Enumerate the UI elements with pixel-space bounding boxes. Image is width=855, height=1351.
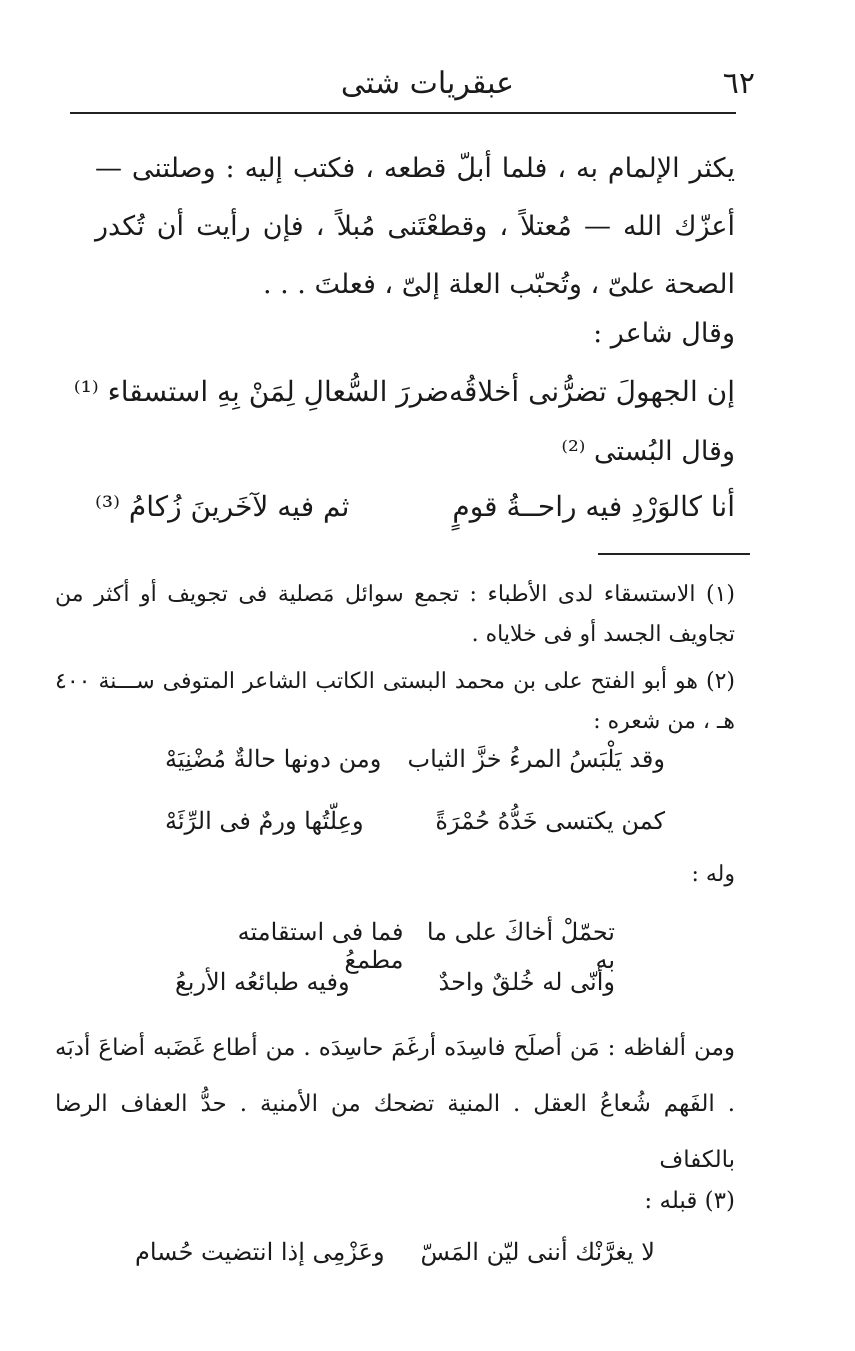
verse-hemistich-first: وأنّى له خُلقٌ واحدٌ [438, 968, 615, 996]
footnote-2: (٢) هو أبو الفتح على بن محمد البستى الكاتب الشاعر المتوفى ســـنة ٤٠٠ هـ ، من شعره : [55, 669, 735, 734]
header-divider [70, 112, 736, 114]
verse-line [73, 375, 735, 408]
verse-line [95, 490, 735, 523]
footnote-verse-line [175, 918, 615, 974]
footnote-verse-line [165, 745, 665, 773]
verse-hemistich-first: أنا كالوَرْدِ فيه راحــةُ قومٍ [452, 490, 735, 523]
footnote-verse-line [135, 1238, 655, 1266]
footnote-1: (١) الاستسقاء لدى الأطباء : تجمع سوائل مَصلية فى تجويف أو أكثر من تجاويف الجسد أو فى خلاياه . [55, 582, 735, 647]
verse-hemistich-first: إن الجهولَ تضرُّنى أخلاقُه [449, 375, 735, 408]
verse-hemistich-second: فما فى استقامته مطمعُ [237, 918, 404, 974]
verse-hemistich-second: وفيه طبائعُه الأربعُ [175, 968, 350, 996]
footnote-divider [598, 553, 750, 555]
running-title: عبقريات شتى [340, 66, 515, 101]
verse-hemistich-first: لا يغرَّنْك أننى ليّن المَسّ [420, 1238, 655, 1266]
footnote-2-prose: ومن ألفاظه : مَن أصلَح فاسِدَه أرغَمَ حاسِدَه . من أطاع غَضَبه أضاعَ أدبَه . الفَهم شُعاعُ العقل . المنية تضحك من الأمنية . حدُّ العفاف الرضا بالكفاف [55, 1035, 735, 1173]
verse-hemistich-first: كمن يكتسى خَدُّهُ حُمْرَةً [435, 807, 665, 835]
verse-hemistich-first: تحمّلْ أخاكَ على ما به [426, 918, 615, 974]
page-number: ٦٢ [722, 66, 755, 101]
footnote-verse-line [175, 968, 615, 996]
verse-hemistich-second: وعِلّتُها ورمٌ فى الرِّئَهْ [165, 807, 364, 835]
verse-hemistich-second: وعَزْمِى إذا انتضيت حُسام [135, 1238, 385, 1266]
verse-hemistich-second: ثم فيه لآخَرينَ زُكامُ ⁽³⁾ [95, 490, 350, 523]
verse-hemistich-first: وقد يَلْبَسُ المرءُ خزَّ الثياب [407, 745, 665, 773]
poem-intro: وقال شاعر : [593, 318, 735, 349]
footnote-3: (٣) قبله : [644, 1188, 735, 1214]
poem-intro: وقال البُستى ⁽²⁾ [561, 436, 735, 467]
body-paragraph: يكثر الإلمام به ، فلما أبلّ قطعه ، فكتب إليه : وصلتنى — أعزّك الله — مُعتلاً ، وقطعْتَنى مُبلاً ، فإن رأيت أن تُكدر الصحة علىّ ، وتُحبّب العلة إلىّ ، فعلتَ . . . [95, 153, 735, 300]
verse-hemistich-second: ضررَ السُّعالِ لِمَنْ بِهِ استسقاء ⁽¹⁾ [73, 375, 449, 408]
footnote-poem-intro: وله : [691, 862, 735, 887]
verse-hemistich-second: ومن دونها حالةٌ مُضْنِيَهْ [165, 745, 382, 773]
footnote-verse-line [165, 807, 665, 835]
